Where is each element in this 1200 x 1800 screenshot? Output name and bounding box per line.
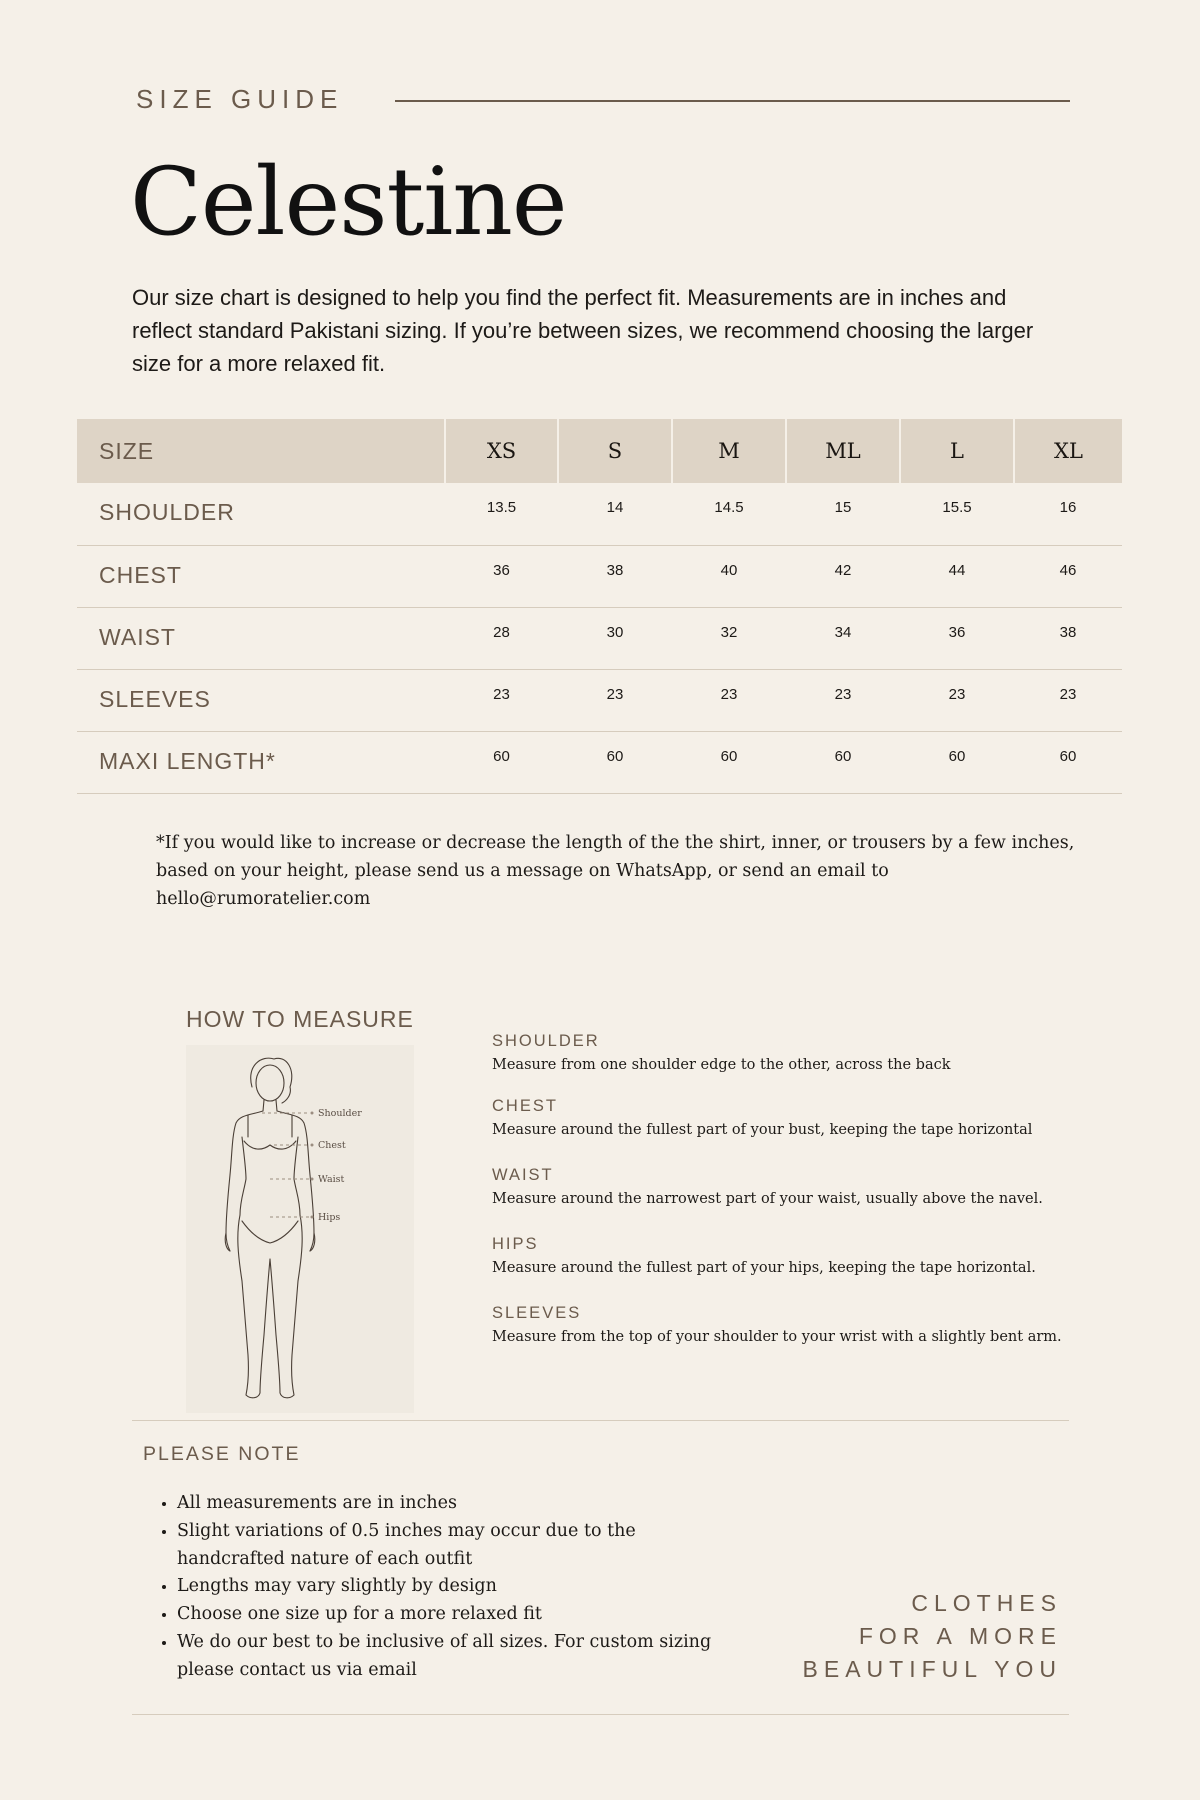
table-cell: 60 [720, 747, 738, 765]
row-label: CHEST [99, 561, 182, 588]
table-cell: 32 [720, 623, 738, 641]
measure-label: WAIST [492, 1166, 554, 1184]
section-divider [132, 1420, 1069, 1421]
figure-label: Chest [318, 1140, 346, 1151]
measure-item-chest [492, 1097, 1032, 1138]
table-cell: 60 [606, 747, 624, 765]
table-cell: 15.5 [942, 499, 972, 516]
tagline-line: CLOTHES [911, 1590, 1062, 1616]
please-note-list [150, 1490, 737, 1685]
table-cell: 15 [834, 499, 852, 516]
row-label: SLEEVES [99, 685, 211, 712]
column-header: S [558, 419, 672, 483]
column-header: ML [786, 419, 900, 483]
intro-paragraph: Our size chart is designed to help you find the perfect fit. Measurements are in inches and reflect standard Pakistani sizing. If you’re between sizes, we recommend choosing the larger size for a more relaxed fit. [132, 285, 1034, 376]
tagline-line: BEAUTIFUL YOU [802, 1656, 1062, 1682]
measure-description: Measure around the fullest part of your hips, keeping the tape horizontal. [492, 1260, 1036, 1276]
measure-label: CHEST [492, 1097, 558, 1115]
table-cell: 34 [834, 623, 852, 641]
table-cell: 23 [948, 685, 966, 703]
table-cell: 60 [834, 747, 852, 765]
table-row [77, 483, 1122, 545]
table-cell: 23 [493, 685, 510, 703]
row-label: SHOULDER [99, 499, 235, 525]
measure-item-waist [492, 1166, 1043, 1207]
tagline-line: FOR A MORE [858, 1623, 1062, 1649]
row-label: MAXI LENGTH* [99, 747, 276, 774]
table-cell: 13.5 [486, 499, 517, 516]
table-cell: 14.5 [714, 499, 744, 516]
list-item: • Slight variations of 0.5 inches may occur due to the handcrafted nature of each outfit [177, 1518, 737, 1574]
table-cell: 23 [834, 685, 852, 703]
figure-label: Shoulder [318, 1108, 362, 1119]
measure-label: SHOULDER [492, 1032, 600, 1050]
table-row [77, 731, 1122, 793]
figure-label: Waist [318, 1174, 345, 1185]
table-cell: 23 [720, 685, 738, 703]
column-header: XL [1014, 419, 1122, 483]
table-cell: 44 [948, 561, 966, 579]
measure-label: SLEEVES [492, 1304, 582, 1322]
table-row [77, 545, 1122, 607]
measure-item-shoulder [492, 1032, 951, 1073]
table-cell: 30 [606, 623, 624, 641]
table-cell: 36 [493, 561, 510, 579]
table-cell: 46 [1059, 561, 1077, 579]
table-cell: 16 [1059, 499, 1077, 516]
measure-description: Measure from one shoulder edge to the other, across the back [492, 1057, 951, 1073]
table-cell: 38 [1059, 623, 1077, 641]
measure-label: HIPS [492, 1235, 539, 1253]
body-measurement-figure [186, 1045, 414, 1413]
please-note-heading: PLEASE NOTE [143, 1443, 301, 1465]
eyebrow-divider [395, 100, 1070, 102]
eyebrow-label: SIZE GUIDE [136, 84, 344, 114]
page-title: Celestine [130, 148, 567, 257]
table-cell: 23 [1059, 685, 1077, 703]
measure-description: Measure around the narrowest part of your waist, usually above the navel. [492, 1191, 1043, 1207]
table-header-row [77, 419, 1122, 483]
measure-item-sleeves [492, 1304, 1062, 1345]
measure-description: Measure around the fullest part of your bust, keeping the tape horizontal [492, 1122, 1033, 1138]
table-cell: 23 [606, 685, 624, 703]
list-item: • All measurements are in inches [177, 1490, 737, 1518]
table-cell: 38 [606, 561, 624, 579]
size-chart-table [77, 419, 1122, 794]
table-cell: 36 [948, 623, 966, 641]
column-header: M [672, 419, 786, 483]
table-cell: 60 [1059, 747, 1077, 765]
list-item: • Lengths may vary slightly by design [177, 1573, 737, 1601]
length-adjustment-footnote: *If you would like to increase or decrease the length of the the shirt, inner, or trousers by a few inches, based on your height, please send us a message on WhatsApp, or send an email to hello@rumoratelier.com [156, 833, 1075, 909]
figure-label: Hips [318, 1212, 341, 1223]
table-cell: 60 [493, 747, 510, 765]
table-cell: 40 [720, 561, 738, 579]
table-corner-label: SIZE [77, 419, 445, 483]
table-row [77, 607, 1122, 669]
table-cell: 60 [948, 747, 966, 765]
table-cell: 28 [493, 623, 510, 641]
list-item: • We do our best to be inclusive of all sizes. For custom sizing please contact us via email [177, 1629, 737, 1685]
table-cell: 14 [606, 499, 624, 516]
measure-description: Measure from the top of your shoulder to your wrist with a slightly bent arm. [492, 1329, 1062, 1345]
measure-item-hips [492, 1235, 1036, 1276]
table-row [77, 669, 1122, 731]
how-to-measure-heading: HOW TO MEASURE [186, 1006, 414, 1032]
column-header: L [900, 419, 1014, 483]
row-label: WAIST [99, 623, 176, 650]
list-item: • Choose one size up for a more relaxed fit [177, 1601, 737, 1629]
body-outline-icon [186, 1045, 414, 1413]
column-header: XS [445, 419, 558, 483]
table-cell: 42 [834, 561, 852, 579]
brand-tagline [803, 1587, 1062, 1686]
footer-divider [132, 1714, 1069, 1715]
